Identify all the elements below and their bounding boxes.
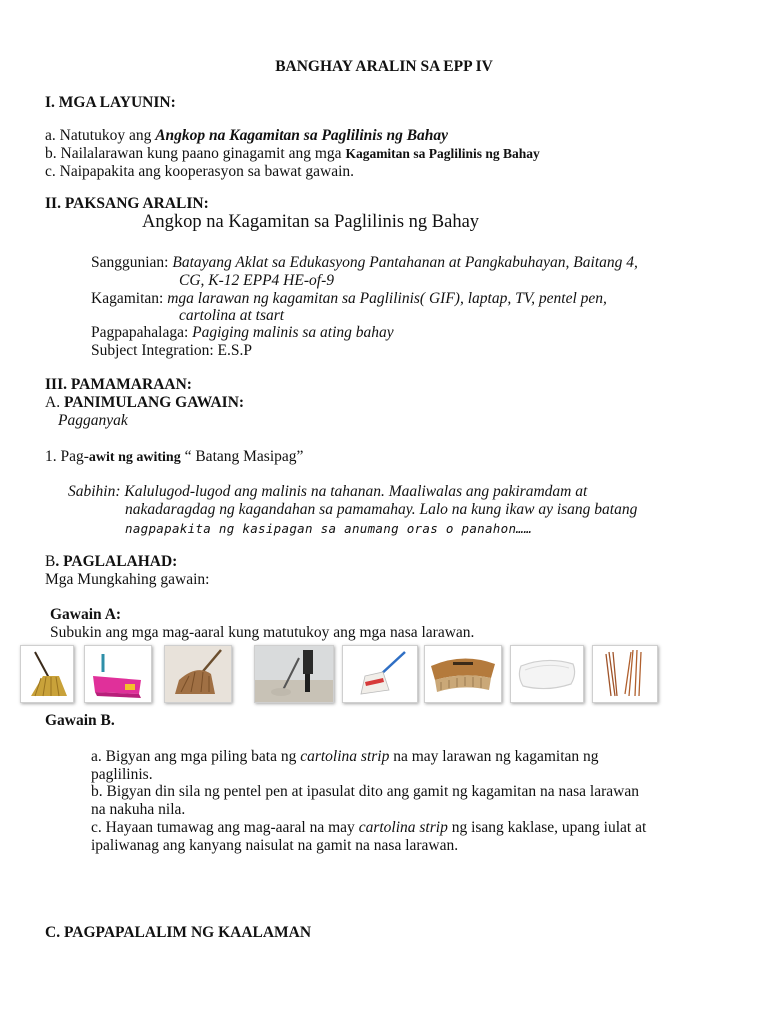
mungkahi-label: Mga Mungkahing gawain: xyxy=(45,571,210,588)
tingting-image xyxy=(592,645,658,703)
dustpan-icon xyxy=(85,646,151,702)
gawain-b-a-prefix: a. Bigyan ang mga piling bata ng xyxy=(91,748,301,765)
objective-c: c. Naipapakita ang kooperasyon sa bawat gawain. xyxy=(45,163,355,180)
broom-image xyxy=(20,645,74,703)
mop-icon xyxy=(343,646,417,702)
sanggunian-line-1 xyxy=(91,254,638,272)
section-3-heading: III. PAMAMARAAN: xyxy=(45,376,192,393)
pagganyak-label: Pagganyak xyxy=(58,412,128,429)
gawain-b-item-b-line-2: na nakuha nila. xyxy=(91,801,186,818)
mopping-image xyxy=(254,645,334,703)
section-2-heading: II. PAKSANG ARALIN: xyxy=(45,195,209,212)
gawain-a-heading: Gawain A: xyxy=(50,606,122,623)
gawain-b-c-prefix: c. Hayaan tumawag ang mag-aaral na may xyxy=(91,819,359,836)
song-verb: awit ng awiting xyxy=(88,450,181,465)
gawain-b-item-b-line-1: b. Bigyan din sila ng pentel pen at ipasulat dito ang gamit ng kagamitan na nasa larawan xyxy=(91,783,639,800)
panimulang-heading xyxy=(45,394,244,412)
sanggunian-label: Sanggunian: xyxy=(91,254,173,271)
topic-title: Angkop na Kagamitan sa Paglilinis ng Bahay xyxy=(142,212,480,232)
gawain-b-a-suffix: na may larawan ng kagamitan ng xyxy=(389,748,599,765)
sweeping-image xyxy=(164,645,232,703)
gawain-a-text: Subukin ang mga mag-aaral kung matutukoy ang mga nasa larawan. xyxy=(50,624,475,641)
pagpapahalaga-label: Pagpapahalaga: xyxy=(91,324,193,341)
mop-image xyxy=(342,645,418,703)
kagamitan-line-2: cartolina at tsart xyxy=(179,307,285,324)
pagpapahalaga-text: Pagiging malinis sa ating bahay xyxy=(192,324,394,341)
gawain-b-c-suffix: ng isang kaklase, upang iulat at xyxy=(447,819,647,836)
gawain-b-item-c-line-1 xyxy=(91,819,646,837)
objective-b xyxy=(45,145,540,163)
page-title: BANGHAY ARALIN SA EPP IV xyxy=(275,58,493,75)
pagpapahalaga-line xyxy=(91,324,394,342)
panimulang-prefix: A. xyxy=(45,394,64,411)
paglalahad-prefix: B xyxy=(45,553,56,570)
objective-a xyxy=(45,127,448,145)
panimulang-title: PANIMULANG GAWAIN: xyxy=(63,394,245,411)
kagamitan-label: Kagamitan: xyxy=(91,290,168,307)
sabihin-line-2: nakadaragdag ng kagandahan sa pamamahay. Lalo na kung ikaw ay isang batang xyxy=(125,501,638,518)
sabihin-line-3: nagpapakita ng kasipagan sa anumang oras o panahon…… xyxy=(125,521,532,536)
gawain-b-a-strip: cartolina strip xyxy=(300,748,390,765)
objective-a-prefix: a. Natutukoy ang xyxy=(45,127,156,144)
walis-tingting-icon xyxy=(593,646,657,702)
gawain-b-item-c-line-2: ipaliwanag ang kanyang naisulat na gamit na nasa larawan. xyxy=(91,837,459,854)
subject-integration: Subject Integration: E.S.P xyxy=(91,342,253,359)
section-1-heading: I. MGA LAYUNIN: xyxy=(45,94,176,111)
mopping-icon xyxy=(255,646,333,702)
scrub-brush-icon xyxy=(425,646,501,702)
paglalahad-heading xyxy=(45,553,177,571)
cloth-icon xyxy=(511,646,583,702)
sanggunian-line-2: CG, K-12 EPP4 HE-of-9 xyxy=(179,272,334,289)
cloth-image xyxy=(510,645,584,703)
gawain-b-item-a-line-2: paglilinis. xyxy=(91,766,153,783)
sabihin-line-1: Sabihin: Kalulugod-lugod ang malinis na tahanan. Maaliwalas ang pakiramdam at xyxy=(68,483,588,500)
section-c-heading: C. PAGPAPALALIM NG KAALAMAN xyxy=(45,924,312,941)
objective-b-topic: Kagamitan sa Paglilinis ng Bahay xyxy=(345,146,540,161)
brush-image xyxy=(424,645,502,703)
objective-b-prefix: b. Nailalarawan kung paano ginagamit ang mga xyxy=(45,145,346,162)
song-prefix: 1. Pag- xyxy=(45,448,89,465)
gawain-b-c-strip: cartolina strip xyxy=(358,819,448,836)
kagamitan-text: mga larawan ng kagamitan sa Paglilinis( GIF), laptap, TV, pentel pen, xyxy=(167,290,607,307)
song-title: “ Batang Masipag” xyxy=(180,448,304,465)
dustpan-image xyxy=(84,645,152,703)
paglalahad-title: . PAGLALAHAD: xyxy=(55,553,178,570)
song-line xyxy=(45,448,303,466)
kagamitan-line-1 xyxy=(91,290,607,308)
gawain-b-heading: Gawain B. xyxy=(45,712,115,729)
gawain-b-item-a-line-1 xyxy=(91,748,599,766)
objective-a-topic: Angkop na Kagamitan sa Paglilinis ng Bahay xyxy=(155,127,449,144)
broom-icon xyxy=(21,646,73,702)
sanggunian-text: Batayang Aklat sa Edukasyong Pantahanan at Pangkabuhayan, Baitang 4, xyxy=(172,254,638,271)
broom-sweeping-icon xyxy=(165,646,231,702)
